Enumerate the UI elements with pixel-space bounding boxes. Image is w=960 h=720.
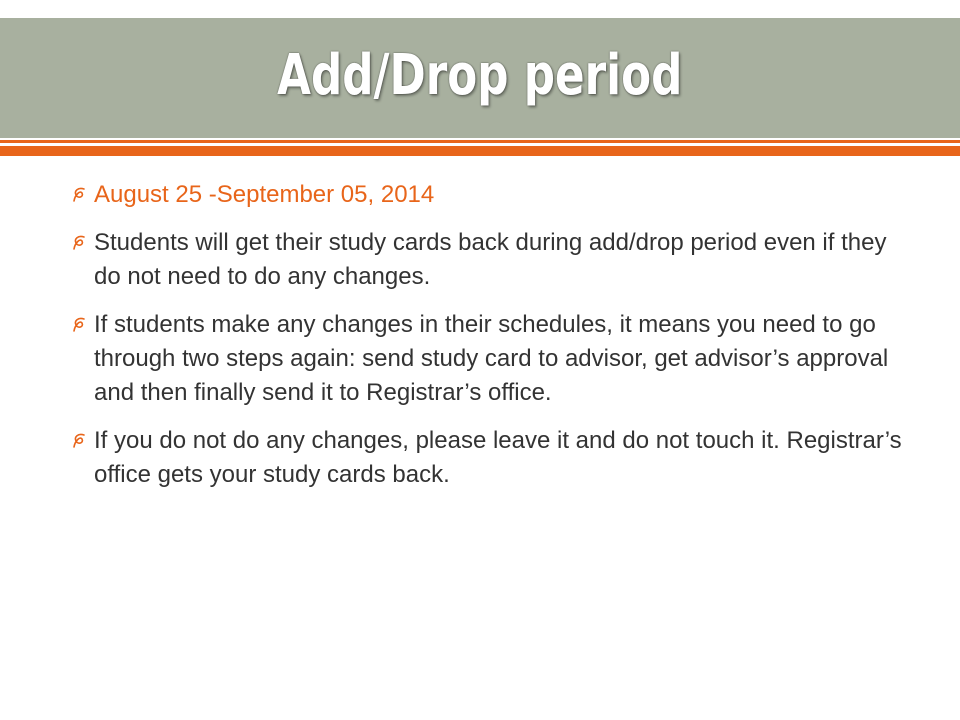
bullet-text: If students make any changes in their schedules, it means you need to go through two steps again: send study card to advisor, get advisor’s approval and then finally send it to Registrar’s office. [94,311,889,406]
curl-bullet-icon [72,431,86,451]
bullet-text: August 25 -September 05, 2014 [94,181,435,208]
bullet-item [72,308,912,410]
bullet-text: Students will get their study cards back during add/drop period even if they do not need to do any changes. [94,229,887,290]
curl-bullet-icon [72,185,86,205]
bullet-text: If you do not do any changes, please leave it and do not touch it. Registrar’s office gets your study cards back. [94,427,902,488]
slide-title: Add/Drop period [277,42,683,108]
bullet-item [72,226,912,294]
title-bar [0,18,960,138]
bullet-list [72,178,912,506]
curl-bullet-icon [72,233,86,253]
bullet-item [72,424,912,492]
accent-line-thin [0,140,960,143]
curl-bullet-icon [72,315,86,335]
accent-line-thick [0,146,960,156]
bullet-item-date [72,178,912,212]
